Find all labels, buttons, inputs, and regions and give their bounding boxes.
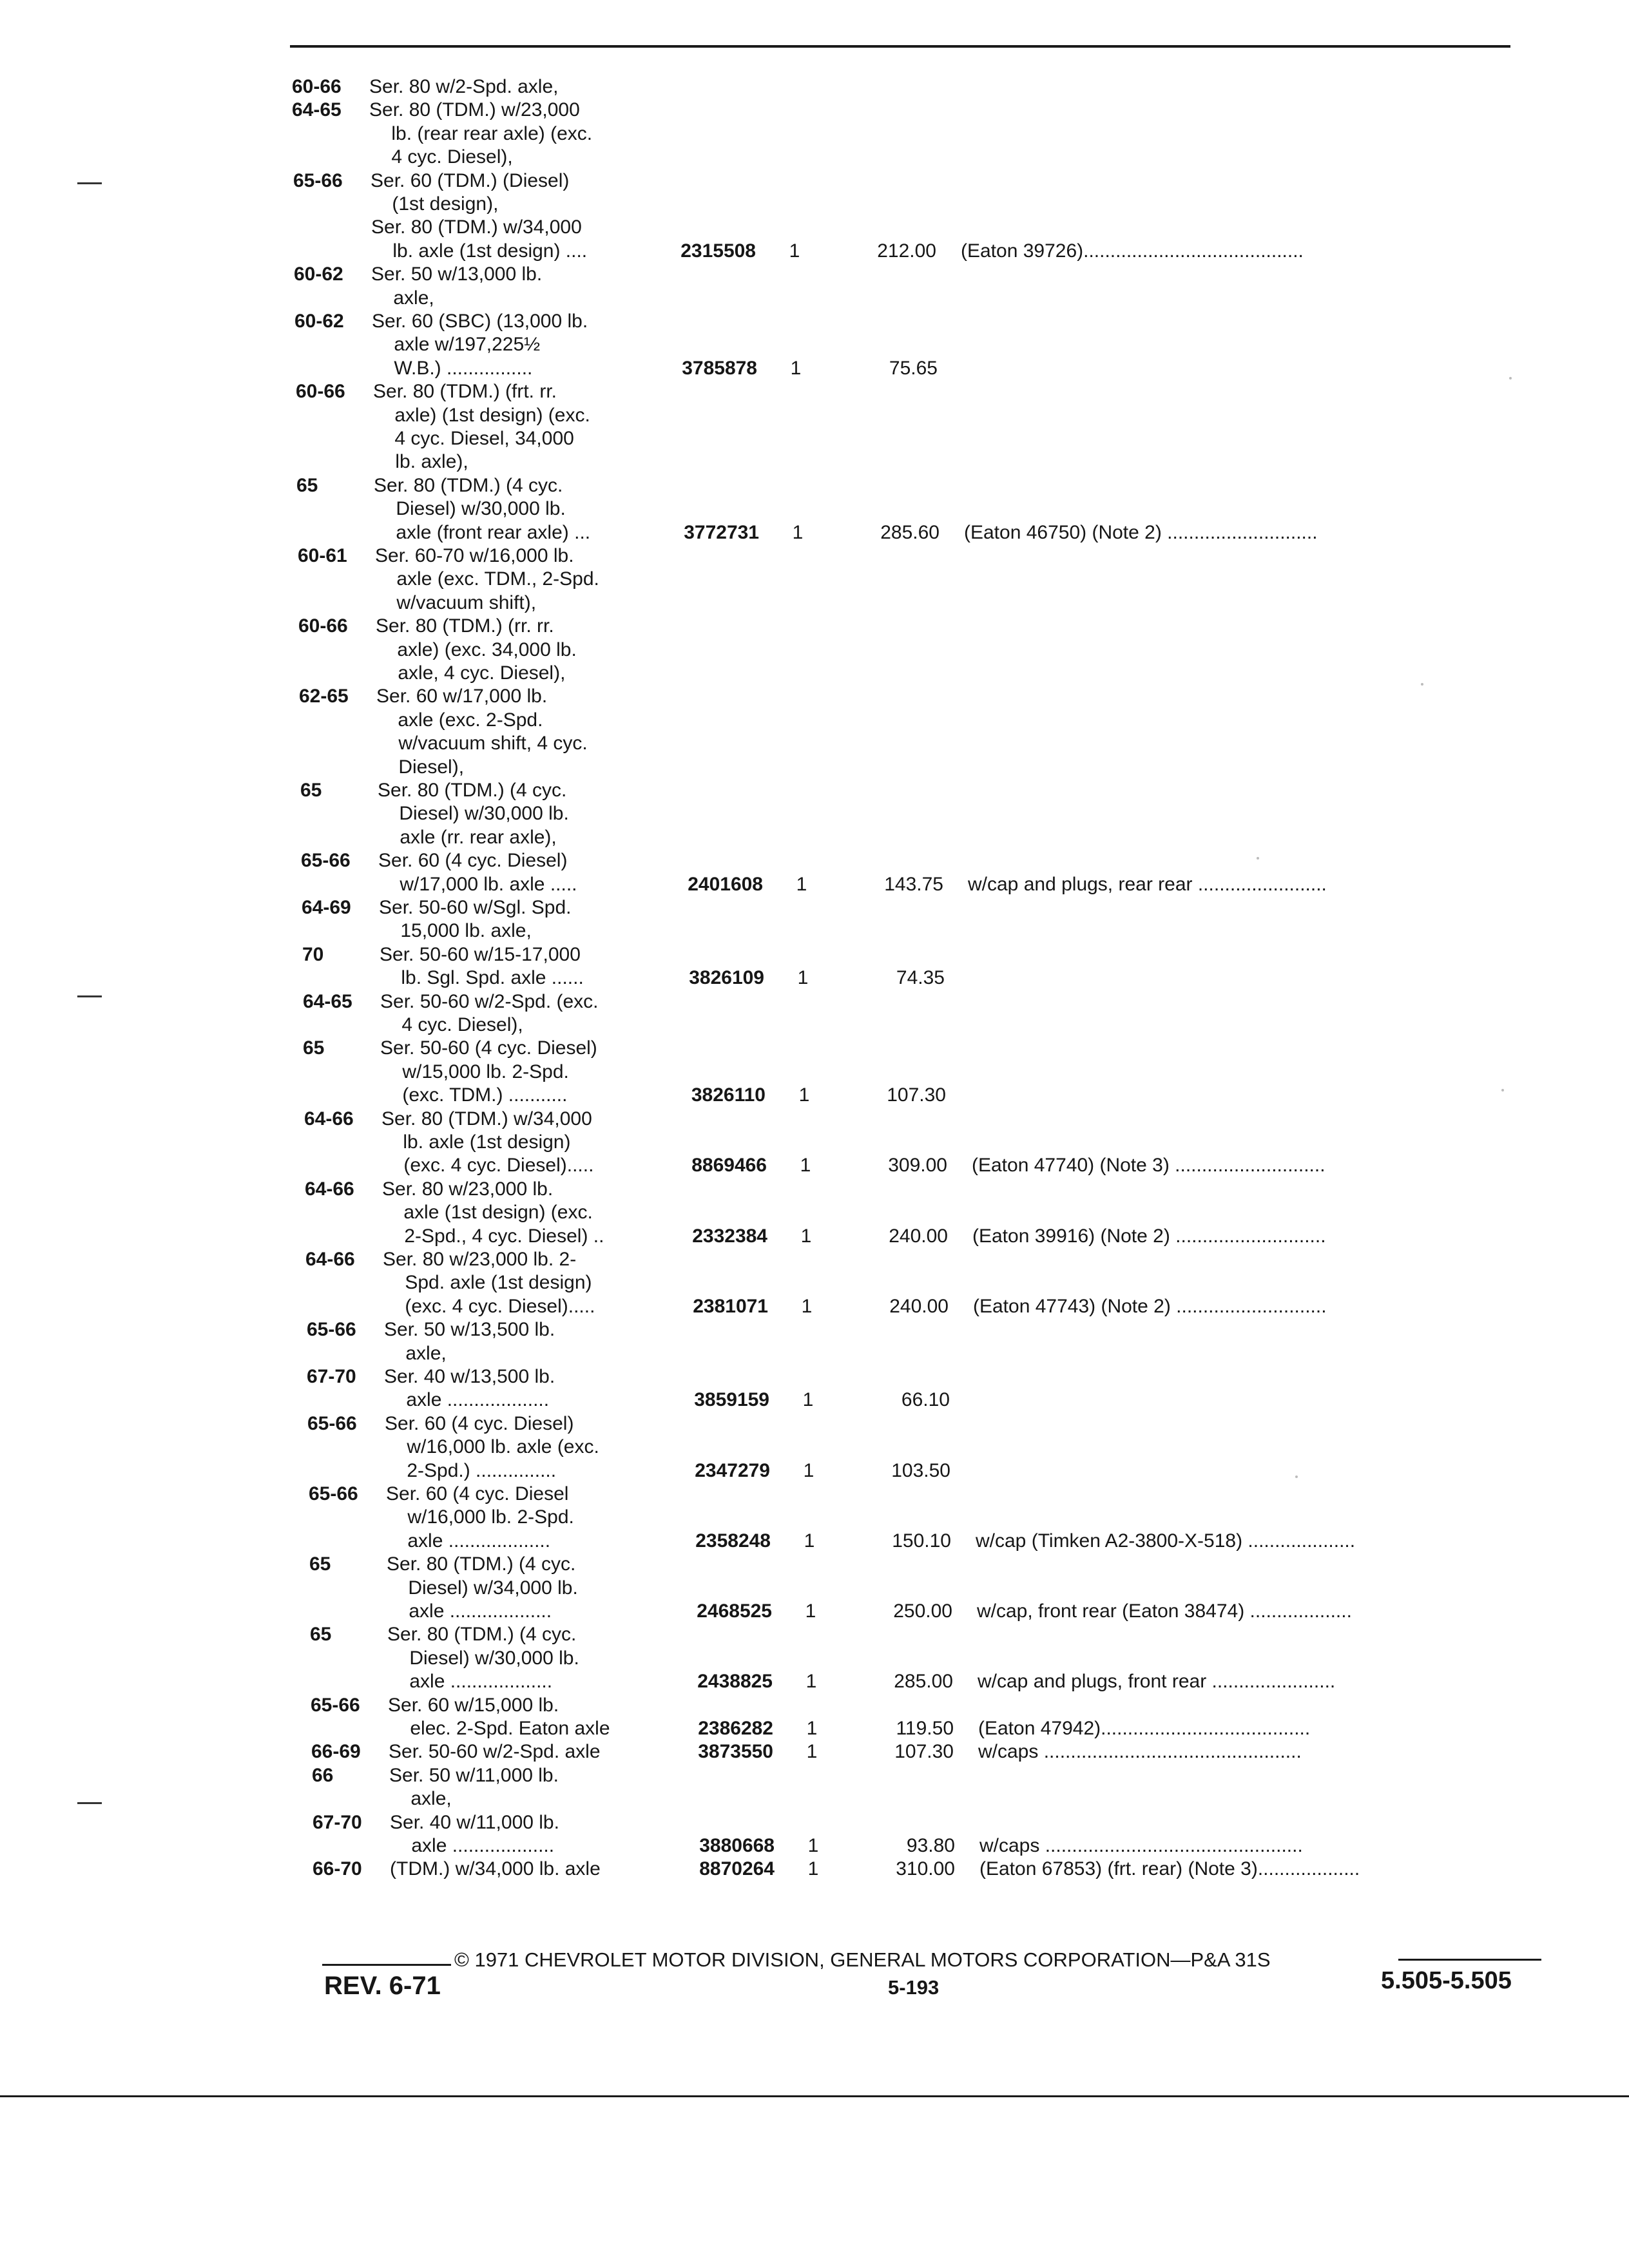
remarks: (Eaton 67853) (frt. rear) (Note 3)................... [979, 1858, 1360, 1880]
application-description: Ser. 50 w/13,500 lb. [384, 1319, 555, 1341]
application-description: Ser. 60 (4 cyc. Diesel) [378, 850, 568, 872]
application-description: Ser. 50-60 w/2-Spd. (exc. [380, 990, 599, 1012]
application-description: Ser. 50-60 w/15-17,000 [380, 943, 581, 965]
section-number: 5.505-5.505 [1381, 1967, 1512, 1994]
binding-mark [77, 995, 102, 997]
part-number: 2347279 [695, 1459, 770, 1481]
scan-speck [1509, 377, 1512, 380]
application-description: Ser. 80 (TDM.) (4 cyc. [378, 780, 567, 801]
application-description: Ser. 40 w/13,500 lb. [384, 1366, 555, 1387]
remarks: (Eaton 46750) (Note 2) ............................ [964, 521, 1318, 543]
application-description: Ser. 80 (TDM.) w/23,000 [369, 99, 580, 121]
quantity: 1 [805, 1600, 816, 1622]
application-description: axle (rr. rear axle), [378, 826, 557, 848]
part-number: 3859159 [694, 1389, 769, 1411]
application-description: axle ................... [388, 1671, 553, 1693]
quantity: 1 [797, 967, 809, 989]
model-years: 66-70 [313, 1858, 362, 1880]
application-description: Ser. 50 w/11,000 lb. [389, 1764, 559, 1786]
top-rule [290, 45, 1510, 48]
part-number: 2438825 [697, 1671, 773, 1693]
model-years: 65-66 [301, 850, 351, 872]
list-price: 310.00 [896, 1858, 955, 1880]
model-years: 60-61 [298, 545, 347, 566]
remarks: (Eaton 39726)......................................... [961, 240, 1304, 262]
application-description: Ser. 80 w/23,000 lb. [382, 1178, 554, 1200]
model-years: 60-62 [294, 264, 343, 285]
model-years: 65 [300, 780, 322, 801]
quantity: 1 [806, 1718, 818, 1739]
part-number: 2315508 [680, 240, 756, 262]
application-description: axle (exc. TDM., 2-Spd. [375, 568, 599, 590]
quantity: 1 [792, 521, 804, 543]
model-years: 60-66 [292, 76, 342, 97]
application-description: Ser. 60 w/15,000 lb. [388, 1694, 559, 1716]
application-description: 4 cyc. Diesel), [380, 1014, 523, 1035]
application-description: Ser. 40 w/11,000 lb. [390, 1811, 559, 1833]
application-description: Ser. 80 (TDM.) (4 cyc. [387, 1624, 577, 1646]
list-price: 74.35 [896, 967, 945, 989]
application-description: Ser. 60 (SBC) (13,000 lb. [372, 311, 588, 332]
application-description: 15,000 lb. axle, [379, 920, 532, 942]
application-description: (exc. TDM.) ........... [381, 1084, 568, 1106]
bottom-rule [0, 2095, 1629, 2097]
application-description: Ser. 60 (4 cyc. Diesel) [385, 1412, 574, 1434]
list-price: 119.50 [896, 1718, 954, 1739]
application-description: Ser. 80 (TDM.) (4 cyc. [374, 474, 563, 496]
application-description: 4 cyc. Diesel), [370, 146, 513, 168]
scan-speck [1257, 857, 1259, 860]
quantity: 1 [796, 873, 807, 895]
model-years: 65 [310, 1624, 332, 1646]
application-description: Diesel) w/34,000 lb. [387, 1577, 578, 1599]
quantity: 1 [806, 1741, 818, 1763]
application-description: lb. axle), [374, 451, 468, 473]
application-description: 2-Spd.) ............... [385, 1459, 557, 1481]
application-description: Ser. 80 w/2-Spd. axle, [369, 76, 559, 97]
footer-rule-right [1398, 1959, 1541, 1961]
model-years: 66 [312, 1764, 334, 1786]
application-description: lb. axle (1st design) [381, 1131, 571, 1153]
quantity: 1 [807, 1858, 819, 1880]
application-description: Ser. 50-60 w/Sgl. Spd. [379, 897, 572, 918]
remarks: w/caps ................................................ [978, 1741, 1302, 1763]
model-years: 64-69 [302, 897, 351, 918]
application-description: Ser. 80 (TDM.) (4 cyc. [387, 1553, 576, 1575]
list-price: 309.00 [888, 1155, 947, 1177]
model-years: 65-66 [307, 1412, 357, 1434]
quantity: 1 [805, 1671, 817, 1693]
model-years: 60-66 [298, 615, 348, 637]
quantity: 1 [803, 1459, 815, 1481]
copyright-notice: © 1971 CHEVROLET MOTOR DIVISION, GENERAL MOTORS CORPORATION—P&A 31S [454, 1948, 1271, 1971]
part-number: 3873550 [698, 1741, 773, 1763]
part-number: 3785878 [682, 357, 757, 379]
model-years: 65 [309, 1553, 331, 1575]
application-description: Diesel), [377, 756, 465, 778]
part-number: 2381071 [693, 1295, 768, 1317]
application-description: Spd. axle (1st design) [383, 1272, 592, 1294]
part-number: 3826110 [691, 1084, 766, 1106]
model-years: 66-69 [311, 1741, 361, 1763]
application-description: axle ................... [390, 1835, 555, 1856]
remarks: (Eaton 47942)....................................... [978, 1718, 1311, 1739]
application-description: Ser. 80 (TDM.) w/34,000 [381, 1108, 592, 1129]
application-description: Ser. 80 w/23,000 lb. 2- [383, 1249, 577, 1270]
model-years: 70 [302, 943, 324, 965]
model-years: 62-65 [299, 686, 349, 707]
list-price: 240.00 [889, 1295, 949, 1317]
list-price: 107.30 [894, 1741, 954, 1763]
list-price: 103.50 [891, 1459, 950, 1481]
remarks: w/cap (Timken A2-3800-X-518) .................... [976, 1530, 1356, 1552]
application-description: Ser. 80 (TDM.) (rr. rr. [376, 615, 554, 637]
application-description: w/16,000 lb. axle (exc. [385, 1436, 599, 1458]
quantity: 1 [802, 1389, 814, 1411]
model-years: 65 [303, 1037, 325, 1059]
list-price: 143.75 [884, 873, 943, 895]
application-description: (TDM.) w/34,000 lb. axle [390, 1858, 601, 1880]
list-price: 285.00 [894, 1671, 953, 1693]
application-description: w/16,000 lb. 2-Spd. [386, 1506, 574, 1528]
quantity: 1 [800, 1225, 812, 1247]
application-description: axle ................... [386, 1530, 551, 1552]
remarks: (Eaton 39916) (Note 2) ............................ [972, 1225, 1326, 1247]
application-description: (1st design), [371, 193, 499, 215]
application-description: Ser. 50-60 w/2-Spd. axle [389, 1741, 601, 1763]
model-years: 65-66 [293, 169, 343, 191]
application-description: axle, [384, 1342, 447, 1364]
quantity: 1 [801, 1295, 813, 1317]
application-description: axle) (exc. 34,000 lb. [376, 639, 577, 660]
remarks: (Eaton 47740) (Note 3) ............................ [972, 1155, 1325, 1177]
application-description: Diesel) w/30,000 lb. [378, 803, 569, 825]
model-years: 67-70 [313, 1811, 362, 1833]
model-years: 65-66 [307, 1319, 356, 1341]
quantity: 1 [807, 1835, 819, 1856]
application-description: w/15,000 lb. 2-Spd. [381, 1061, 569, 1082]
binding-mark [77, 1802, 102, 1804]
binding-mark [77, 182, 102, 184]
quantity: 1 [800, 1155, 811, 1177]
model-years: 65-66 [309, 1483, 358, 1504]
remarks: w/cap, front rear (Eaton 38474) ................... [977, 1600, 1352, 1622]
application-description: axle) (1st design) (exc. [373, 404, 590, 426]
part-number: 3826109 [689, 967, 764, 989]
quantity: 1 [798, 1084, 810, 1106]
application-description: Ser. 60 (4 cyc. Diesel [386, 1483, 569, 1504]
application-description: Ser. 50-60 (4 cyc. Diesel) [380, 1037, 597, 1059]
application-description: lb. Sgl. Spd. axle ...... [380, 967, 584, 989]
part-number: 2332384 [692, 1225, 767, 1247]
application-description: lb. axle (1st design) .... [371, 240, 588, 262]
application-description: Ser. 60 (TDM.) (Diesel) [371, 169, 570, 191]
application-description: 4 cyc. Diesel, 34,000 [373, 428, 574, 449]
application-description: axle ................... [385, 1389, 550, 1411]
application-description: Diesel) w/30,000 lb. [374, 498, 566, 520]
part-number: 2386282 [698, 1718, 773, 1739]
application-description: axle w/197,225½ [372, 334, 541, 356]
application-description: Ser. 50 w/13,000 lb. [371, 264, 543, 285]
page-number: 5-193 [888, 1976, 940, 1999]
part-number: 8869466 [691, 1155, 767, 1177]
application-description: elec. 2-Spd. Eaton axle [389, 1718, 610, 1739]
application-description: axle ................... [387, 1600, 552, 1622]
quantity: 1 [804, 1530, 815, 1552]
list-price: 285.60 [880, 521, 940, 543]
part-number: 3772731 [684, 521, 759, 543]
application-description: w/vacuum shift, 4 cyc. [377, 733, 588, 754]
model-years: 64-66 [305, 1178, 354, 1200]
application-description: lb. (rear rear axle) (exc. [370, 122, 593, 144]
application-description: Ser. 60 w/17,000 lb. [376, 686, 548, 707]
quantity: 1 [790, 357, 802, 379]
part-number: 2401608 [688, 873, 763, 895]
list-price: 150.10 [892, 1530, 951, 1552]
application-description: Ser. 60-70 w/16,000 lb. [375, 545, 574, 566]
application-description: (exc. 4 cyc. Diesel)..... [383, 1295, 595, 1317]
application-description: w/vacuum shift), [375, 591, 537, 613]
application-description: axle (front rear axle) ... [374, 521, 591, 543]
part-number: 8870264 [699, 1858, 775, 1880]
model-years: 60-66 [296, 381, 345, 403]
application-description: (exc. 4 cyc. Diesel)..... [382, 1155, 594, 1177]
model-years: 64-65 [303, 990, 352, 1012]
application-description: 2-Spd., 4 cyc. Diesel) .. [383, 1225, 604, 1247]
scan-speck [1421, 683, 1423, 686]
scan-speck [1501, 1089, 1504, 1091]
remarks: w/cap and plugs, rear rear ........................ [968, 873, 1327, 895]
remarks: w/caps ................................................ [979, 1835, 1303, 1856]
list-price: 93.80 [906, 1835, 955, 1856]
list-price: 107.30 [887, 1084, 946, 1106]
scan-speck [1295, 1475, 1298, 1478]
remarks: w/cap and plugs, front rear ....................... [978, 1671, 1336, 1693]
application-description: axle, 4 cyc. Diesel), [376, 662, 566, 684]
revision-date: REV. 6-71 [324, 1972, 441, 2000]
model-years: 64-65 [292, 99, 342, 121]
application-description: w/17,000 lb. axle ..... [378, 873, 577, 895]
list-price: 212.00 [877, 240, 936, 262]
model-years: 65 [296, 474, 318, 496]
model-years: 60-62 [294, 311, 344, 332]
model-years: 64-66 [304, 1108, 354, 1129]
part-number: 2358248 [695, 1530, 771, 1552]
application-description: W.B.) ................ [372, 357, 533, 379]
list-price: 240.00 [889, 1225, 948, 1247]
application-description: Ser. 80 (TDM.) w/34,000 [371, 216, 582, 238]
footer-rule-left [322, 1964, 451, 1966]
application-description: Ser. 80 (TDM.) (frt. rr. [373, 381, 557, 403]
list-price: 75.65 [889, 357, 938, 379]
list-price: 66.10 [901, 1389, 950, 1411]
list-price: 250.00 [893, 1600, 952, 1622]
application-description: axle, [389, 1788, 452, 1810]
remarks: (Eaton 47743) (Note 2) ............................ [973, 1295, 1327, 1317]
application-description: axle, [372, 287, 434, 309]
part-number: 2468525 [697, 1600, 772, 1622]
model-years: 64-66 [305, 1249, 355, 1270]
application-description: axle (exc. 2-Spd. [376, 709, 543, 731]
model-years: 67-70 [307, 1366, 356, 1387]
application-description: axle (1st design) (exc. [382, 1202, 593, 1224]
model-years: 65-66 [311, 1694, 360, 1716]
part-number: 3880668 [699, 1835, 775, 1856]
application-description: Diesel) w/30,000 lb. [388, 1647, 579, 1669]
quantity: 1 [789, 240, 800, 262]
